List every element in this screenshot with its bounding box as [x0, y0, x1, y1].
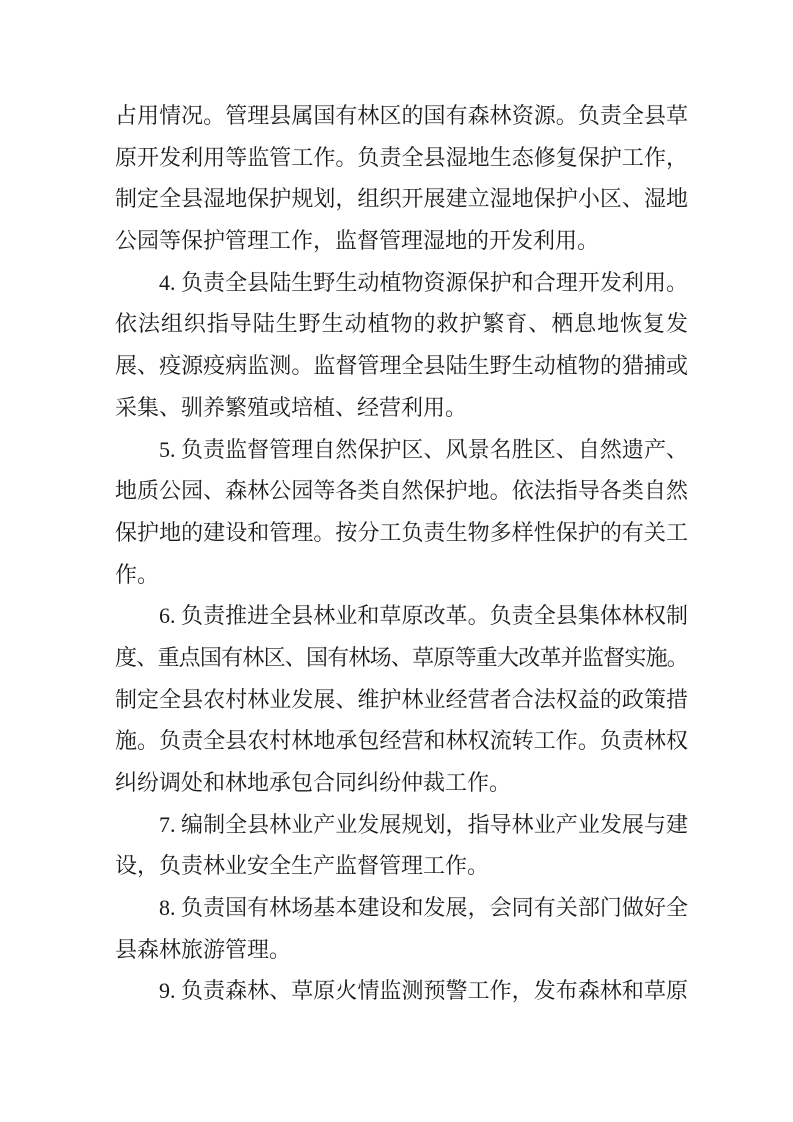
text-line: 8. 负责国有林场基本建设和发展，会同有关部门做好全	[159, 895, 688, 921]
text-line: 度、重点国有林区、国有林场、草原等重大改革并监督实施。	[115, 644, 688, 670]
paragraph-item-4	[115, 262, 688, 429]
text-line: 依法组织指导陆生野生动植物的救护繁育、栖息地恢复发	[115, 311, 688, 337]
text-line: 5. 负责监督管理自然保护区、风景名胜区、自然遗产、	[159, 436, 688, 462]
text-line: 6. 负责推进全县林业和草原改革。负责全县集体林权制	[159, 603, 688, 629]
text-line: 制定全县农村林业发展、维护林业经营者合法权益的政策措	[115, 686, 688, 712]
text-line: 4. 负责全县陆生野生动植物资源保护和合理开发利用。	[159, 269, 688, 295]
paragraph-item-7	[115, 804, 688, 887]
text-line: 地质公园、森林公园等各类自然保护地。依法指导各类自然	[115, 478, 688, 504]
paragraph-item-5	[115, 429, 688, 596]
text-line: 县森林旅游管理。	[115, 936, 292, 962]
text-line: 占用情况。管理县属国有林区的国有森林资源。负责全县草	[115, 103, 688, 128]
paragraph-item-9	[115, 970, 688, 1012]
text-line: 原开发利用等监管工作。负责全县湿地生态修复保护工作，	[115, 144, 688, 170]
text-line: 展、疫源疫病监测。监督管理全县陆生野生动植物的猎捕或	[115, 353, 688, 379]
paragraph-item-6	[115, 595, 688, 803]
paragraph-item-8	[115, 887, 688, 970]
text-line: 纠纷调处和林地承包合同纠纷仲裁工作。	[115, 770, 512, 795]
text-line: 设，负责林业安全生产监督管理工作。	[115, 853, 490, 879]
text-column	[115, 95, 688, 1012]
text-line: 作。	[115, 561, 160, 587]
text-line: 9. 负责森林、草原火情监测预警工作，发布森林和草原	[159, 978, 688, 1004]
text-line: 7. 编制全县林业产业发展规划，指导林业产业发展与建	[159, 811, 688, 837]
text-line: 采集、驯养繁殖或培植、经营利用。	[115, 394, 468, 420]
text-line: 制定全县湿地保护规划，组织开展建立湿地保护小区、湿地	[115, 186, 688, 212]
text-line: 施。负责全县农村林地承包经营和林权流转工作。负责林权	[115, 728, 688, 754]
paragraph-continuation	[115, 95, 688, 262]
text-line: 保护地的建设和管理。按分工负责生物多样性保护的有关工	[115, 519, 688, 545]
text-line: 公园等保护管理工作，监督管理湿地的开发利用。	[115, 228, 600, 254]
